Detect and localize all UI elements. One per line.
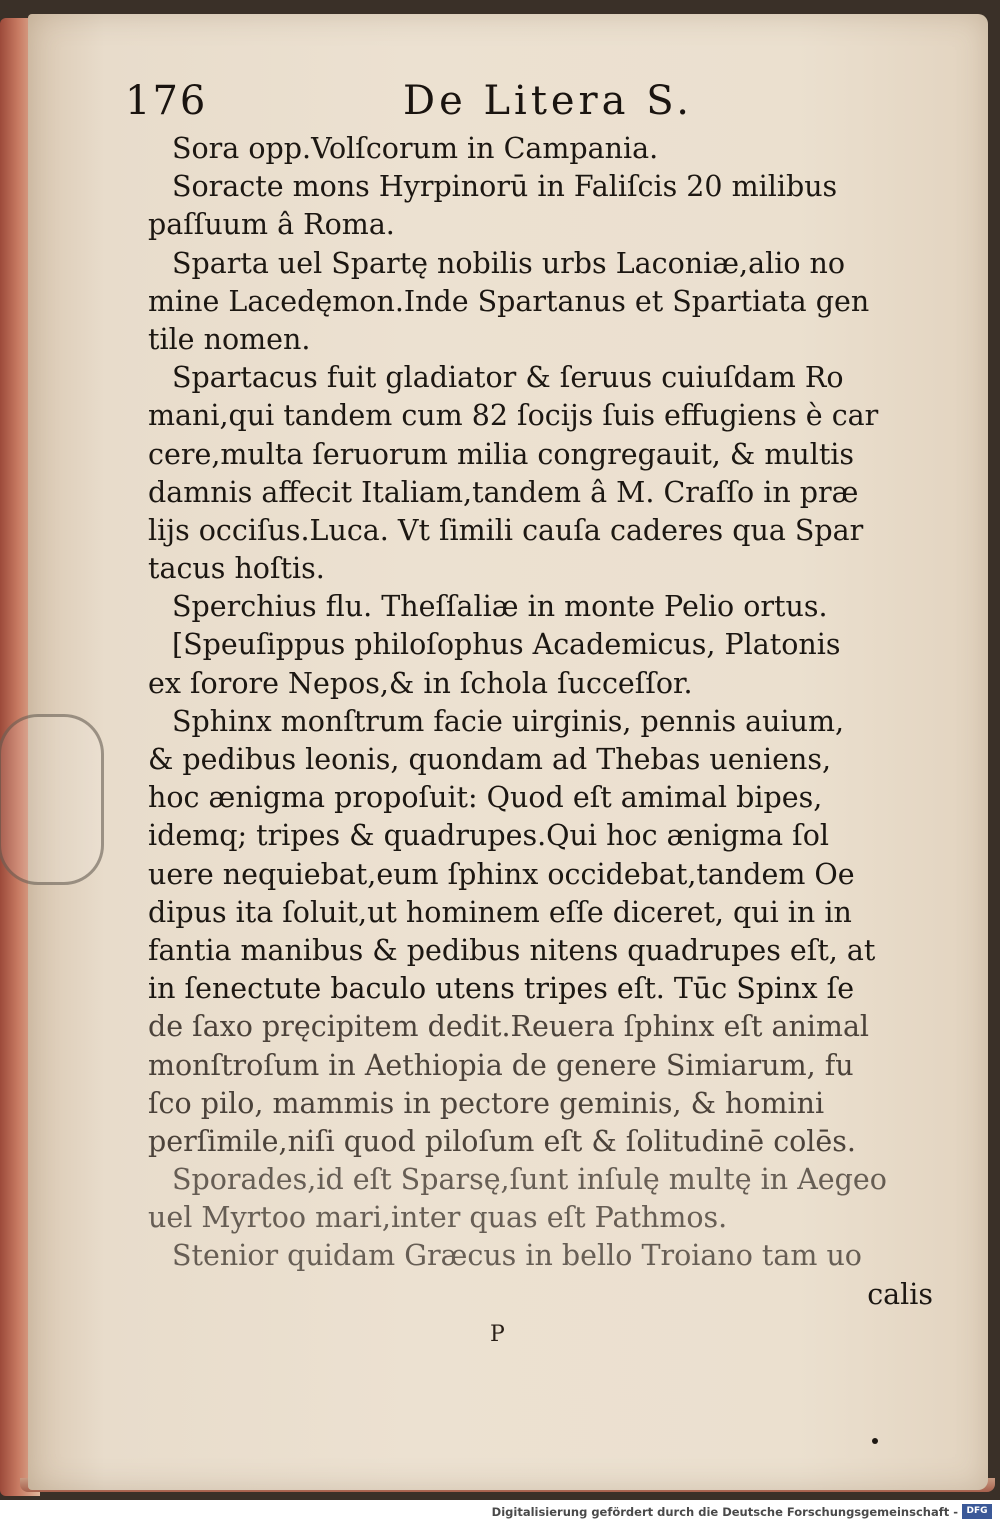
text-line: idemq; tripes & quadrupes.Qui hoc ænigma ſol xyxy=(148,819,830,853)
text-line: Soracte mons Hyrpinorū in Faliſcis 20 milibus xyxy=(172,170,838,204)
text-line: [Speuſippus philoſophus Academicus, Platonis xyxy=(172,628,841,662)
text-line: ex ſorore Nepos,& in ſchola ſucceſſor. xyxy=(148,666,693,700)
text-line: damnis affecit Italiam,tandem â M. Craſſo in præ xyxy=(148,475,859,509)
text-line: tacus hoſtis. xyxy=(148,552,325,586)
text-line: lijs occiſus.Luca. Vt ſimili cauſa caderes qua Spar xyxy=(148,513,864,547)
text-line: dipus ita ſoluit,ut hominem eſſe diceret, qui in in xyxy=(148,895,852,929)
text-line: hoc ænigma propoſuit: Quod eſt amimal bipes, xyxy=(148,781,823,815)
signature-mark: P xyxy=(490,1322,505,1347)
text-line: de ſaxo pręcipitem dedit.Reuera ſphinx eſt animal xyxy=(148,1010,870,1044)
text-line: paſſuum â Roma. xyxy=(148,208,395,242)
text-line: tile nomen. xyxy=(148,322,311,356)
footer-credit: Digitalisierung gefördert durch die Deutsche Forschungsgemeinschaft - xyxy=(491,1505,958,1519)
text-line: Sparta uel Spartę nobilis urbs Laconiæ,alio no xyxy=(172,246,846,280)
text-line: Sphinx monſtrum facie uirginis, pennis auium, xyxy=(172,704,845,738)
dfg-logo: DFG xyxy=(962,1504,992,1519)
ink-dot xyxy=(872,1438,878,1444)
text-line: uere nequiebat,eum ſphinx occidebat,tandem Oe xyxy=(148,857,855,891)
footer-bar xyxy=(0,1500,1000,1523)
clip-shadow xyxy=(0,714,104,885)
page-number: 176 xyxy=(125,78,208,124)
page-text xyxy=(148,130,933,1314)
text-line: fantia manibus & pedibus nitens quadrupes eſt, at xyxy=(148,933,876,967)
text-line: Spartacus fuit gladiator & ſeruus cuiuſdam Ro xyxy=(172,361,844,395)
text-line: & pedibus leonis, quondam ad Thebas ueniens, xyxy=(148,743,832,776)
text-line: cere,multa ſeruorum milia congregauit, & multis xyxy=(148,437,855,471)
text-line: perſimile,niſi quod piloſum eſt & ſolitudinē colēs. xyxy=(148,1124,856,1158)
text-line: mine Lacedęmon.Inde Spartanus et Spartiata gen xyxy=(148,284,870,318)
text-line: calis xyxy=(867,1277,933,1311)
text-line: Sora opp.Volſcorum in Campania. xyxy=(172,132,659,165)
text-line: mani,qui tandem cum 82 ſocijs ſuis effugiens è car xyxy=(148,399,879,433)
running-head: De Litera S. xyxy=(403,78,693,124)
text-line: Sporades,id eſt Sparsę,ſunt inſulę multę in Aegeo xyxy=(172,1163,887,1197)
text-line: ſco pilo, mammis in pectore geminis, & homini xyxy=(148,1086,825,1120)
text-line: uel Myrtoo mari,inter quas eſt Pathmos. xyxy=(148,1201,728,1235)
text-line: Stenior quidam Græcus in bello Troiano tam uo xyxy=(172,1239,862,1273)
text-line: Sperchius flu. Theſſaliæ in monte Pelio ortus. xyxy=(172,590,828,624)
text-line: monſtroſum in Aethiopia de genere Simiarum, fu xyxy=(148,1048,854,1082)
text-line: in ſenectute baculo utens tripes eſt. Tūc Spinx ſe xyxy=(148,972,855,1006)
